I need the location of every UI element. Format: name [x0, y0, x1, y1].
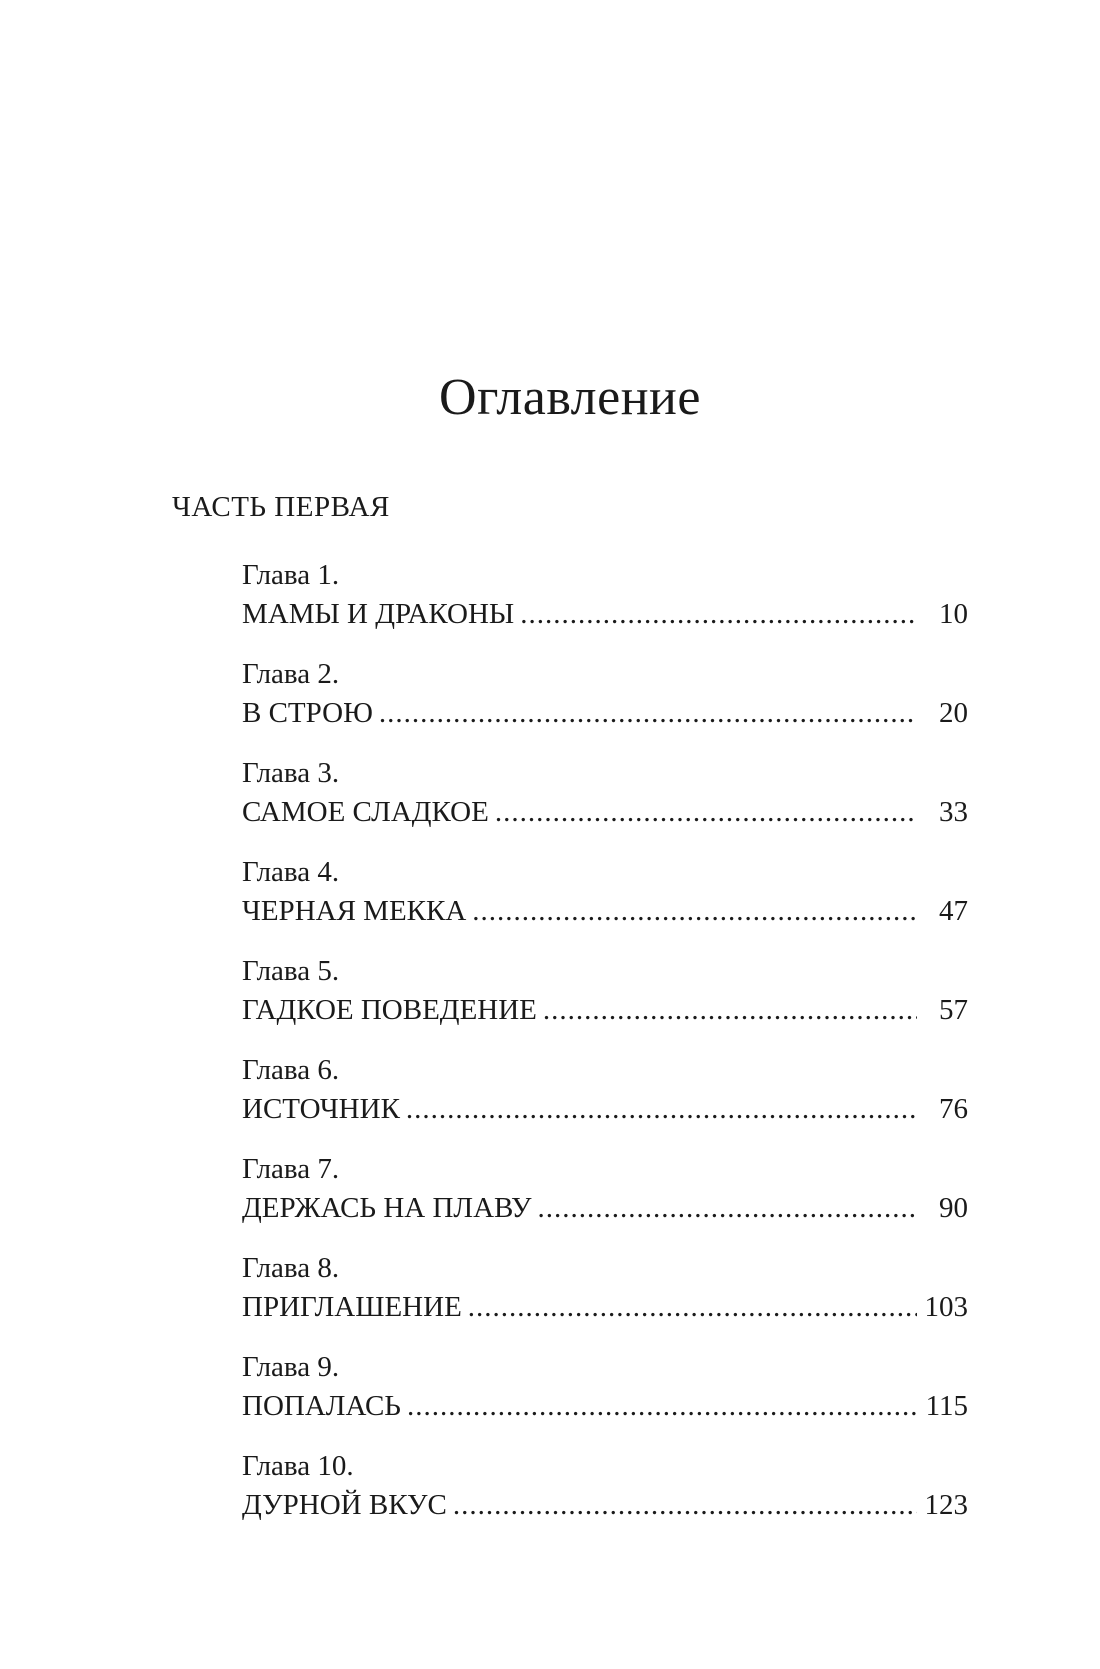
chapter-title-line: [242, 1486, 968, 1525]
dot-leader: [406, 1090, 917, 1129]
chapter-title: ПРИГЛАШЕНИЕ: [242, 1290, 462, 1323]
toc-entry: [242, 1150, 968, 1228]
dot-leader: [520, 595, 917, 634]
dot-leader: [468, 1288, 917, 1327]
chapter-title-line: [242, 694, 968, 733]
toc-entry: [242, 556, 968, 634]
dot-leader: [453, 1486, 917, 1525]
chapter-label: Глава 10.: [242, 1449, 354, 1482]
page-number: 10: [939, 597, 968, 630]
page-number: 76: [939, 1092, 968, 1125]
dot-leader: [543, 991, 917, 1030]
chapter-title-line: [242, 793, 968, 832]
dot-leader: [495, 793, 917, 832]
toc-entry: [242, 1249, 968, 1327]
chapter-title-line: [242, 991, 968, 1030]
chapter-label: Глава 3.: [242, 756, 340, 789]
chapter-label: Глава 5.: [242, 954, 340, 987]
chapter-title-line: [242, 595, 968, 634]
chapter-title-line: [242, 1288, 968, 1327]
page-number: 20: [939, 696, 968, 729]
chapter-title: ИСТОЧНИК: [242, 1092, 400, 1125]
chapter-label: Глава 1.: [242, 558, 340, 591]
toc-entry: [242, 952, 968, 1030]
toc-entry: [242, 1447, 968, 1525]
chapter-label: Глава 8.: [242, 1251, 340, 1284]
dot-leader: [407, 1387, 917, 1426]
toc-entry-list: [242, 556, 968, 1525]
page-number: 47: [939, 894, 968, 927]
dot-leader: [379, 694, 917, 733]
part-heading: ЧАСТЬ ПЕРВАЯ: [172, 490, 390, 523]
chapter-title: МАМЫ И ДРАКОНЫ: [242, 597, 515, 630]
dot-leader: [472, 892, 917, 931]
chapter-title: ЧЕРНАЯ МЕККА: [242, 894, 467, 927]
chapter-title: ПОПАЛАСЬ: [242, 1389, 401, 1422]
toc-entry: [242, 655, 968, 733]
chapter-title: ГАДКОЕ ПОВЕДЕНИЕ: [242, 993, 537, 1026]
page-title: Оглавление: [439, 368, 701, 426]
chapter-title-line: [242, 1090, 968, 1129]
toc-entry: [242, 754, 968, 832]
chapter-title-line: [242, 1189, 968, 1228]
chapter-label: Глава 9.: [242, 1350, 340, 1383]
chapter-label: Глава 7.: [242, 1152, 340, 1185]
page-number: 103: [924, 1290, 968, 1323]
chapter-label: Глава 2.: [242, 657, 340, 690]
chapter-title: САМОЕ СЛАДКОЕ: [242, 795, 489, 828]
chapter-title: В СТРОЮ: [242, 696, 373, 729]
chapter-title-line: [242, 892, 968, 931]
page-number: 57: [939, 993, 968, 1026]
toc-entry: [242, 853, 968, 931]
toc-entry: [242, 1051, 968, 1129]
chapter-title: ДУРНОЙ ВКУС: [242, 1488, 447, 1521]
toc-entry: [242, 1348, 968, 1426]
chapter-label: Глава 4.: [242, 855, 340, 888]
page-number: 123: [924, 1488, 968, 1521]
page-number: 115: [925, 1389, 968, 1422]
chapter-title: ДЕРЖАСЬ НА ПЛАВУ: [242, 1191, 532, 1224]
dot-leader: [538, 1189, 917, 1228]
chapter-title-line: [242, 1387, 968, 1426]
page-number: 90: [939, 1191, 968, 1224]
page-number: 33: [939, 795, 968, 828]
chapter-label: Глава 6.: [242, 1053, 340, 1086]
